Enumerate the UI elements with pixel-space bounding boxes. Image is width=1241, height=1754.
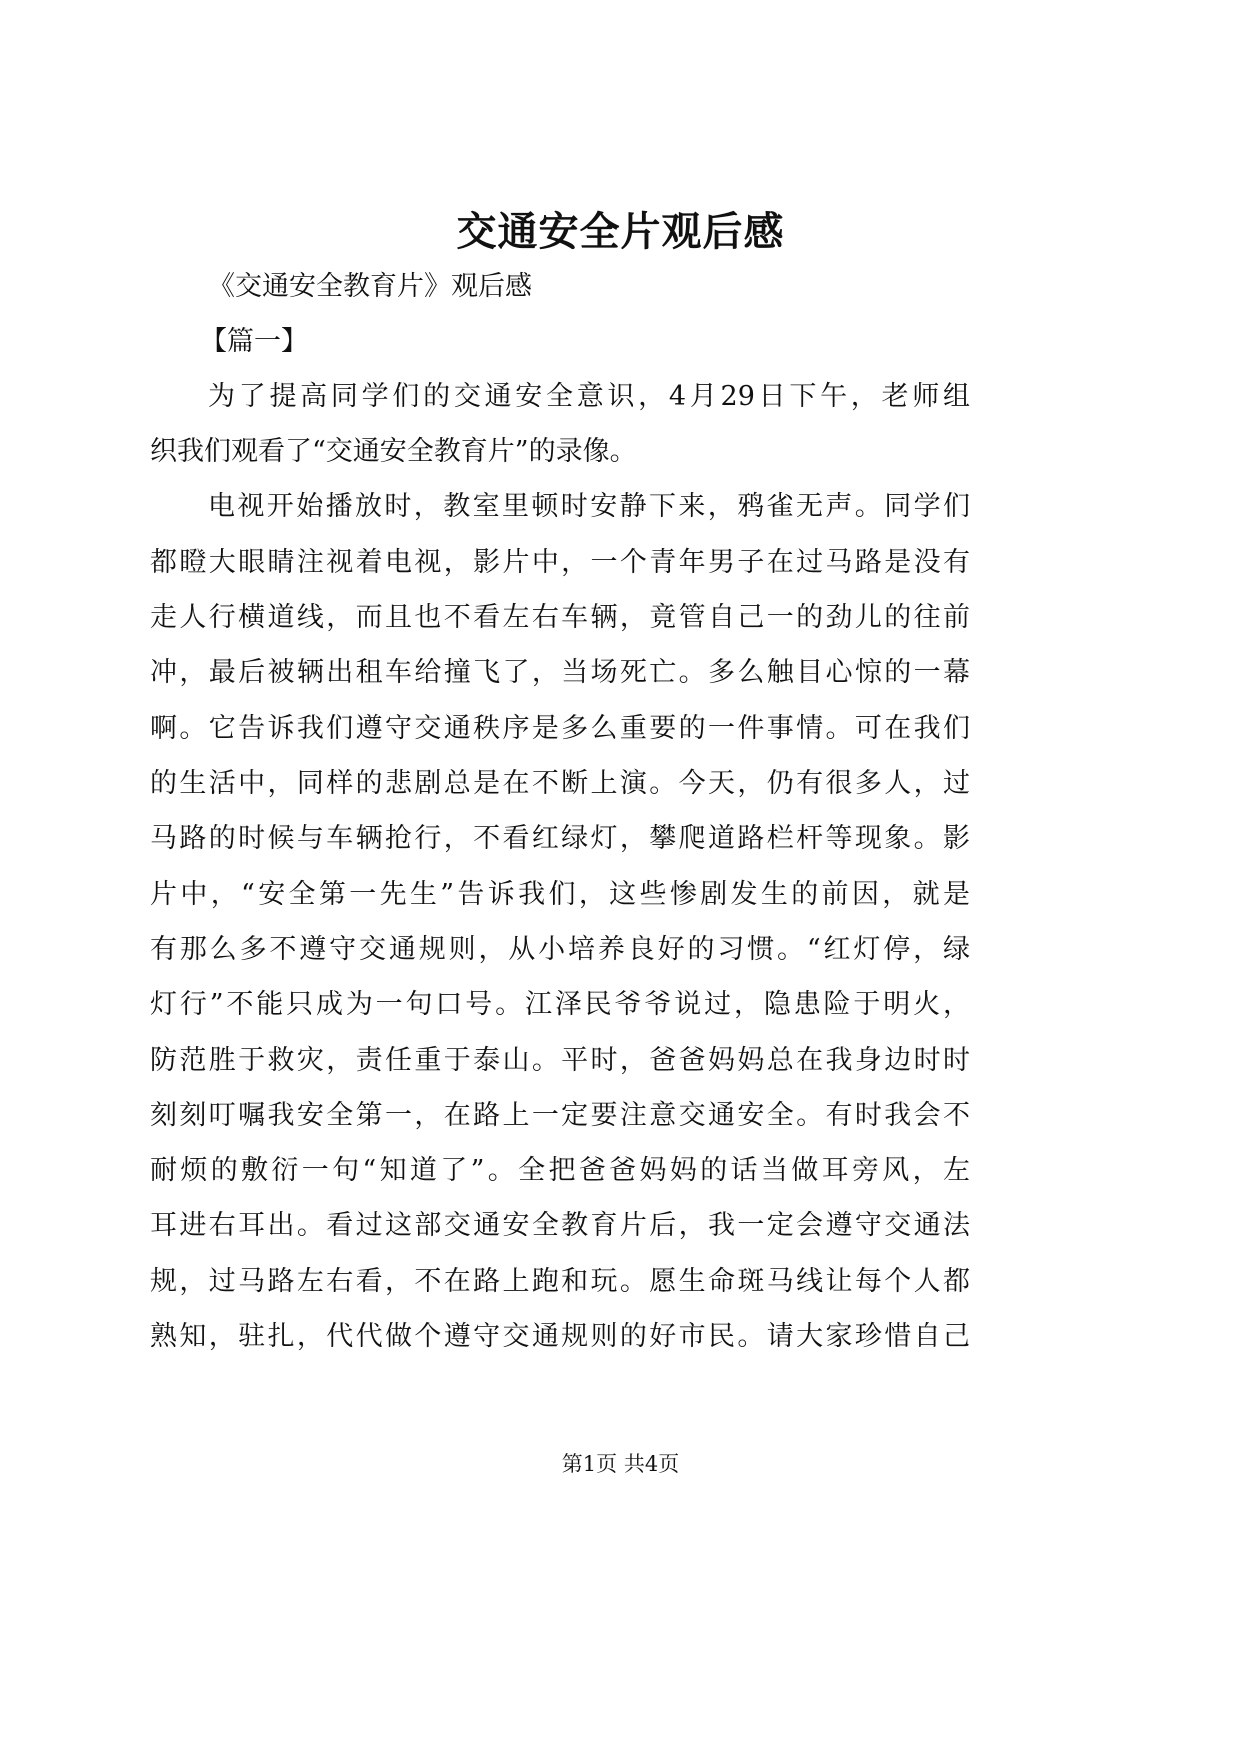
text-line: 片中，“安全第一先生”告诉我们，这些惨剧发生的前因，就是 bbox=[150, 879, 970, 910]
text-line: 马路的时候与车辆抢行，不看红绿灯，攀爬道路栏杆等现象。影 bbox=[150, 823, 970, 854]
text-line: 刻刻叮嘱我安全第一，在路上一定要注意交通安全。有时我会不 bbox=[150, 1100, 970, 1131]
text-line: 有那么多不遵守交通规则，从小培养良好的习惯。“红灯停，绿 bbox=[150, 934, 970, 965]
text-line: 冲，最后被辆出租车给撞飞了，当场死亡。多么触目心惊的一幕 bbox=[150, 657, 970, 688]
text-line: 耳进右耳出。看过这部交通安全教育片后，我一定会遵守交通法 bbox=[150, 1210, 970, 1241]
text-line: 防范胜于救灾，责任重于泰山。平时，爸爸妈妈总在我身边时时 bbox=[150, 1045, 970, 1076]
text-line: 走人行横道线，而且也不看左右车辆，竟管自己一的劲儿的往前 bbox=[150, 602, 970, 633]
text-line: 的生活中，同样的悲剧总是在不断上演。今天，仍有很多人，过 bbox=[150, 768, 970, 799]
text-line: 熟知，驻扎，代代做个遵守交通规则的好市民。请大家珍惜自己 bbox=[150, 1321, 970, 1352]
document-title: 交通安全片观后感 bbox=[456, 208, 785, 255]
text-line: 啊。它告诉我们遵守交通秩序是多么重要的一件事情。可在我们 bbox=[150, 713, 970, 744]
text-line: 灯行”不能只成为一句口号。江泽民爷爷说过，隐患险于明火， bbox=[150, 989, 970, 1020]
page-footer: 第1页 共4页 bbox=[561, 1452, 680, 1476]
section-heading: 【篇一】 bbox=[200, 326, 308, 357]
text-line: 织我们观看了“交通安全教育片”的录像。 bbox=[150, 436, 637, 467]
text-line: 为了提高同学们的交通安全意识，4月29日下午，老师组 bbox=[208, 381, 970, 412]
text-line: 电视开始播放时，教室里顿时安静下来，鸦雀无声。同学们 bbox=[208, 491, 970, 522]
text-line: 耐烦的敷衍一句“知道了”。全把爸爸妈妈的话当做耳旁风，左 bbox=[150, 1155, 970, 1186]
text-line: 规，过马路左右看，不在路上跑和玩。愿生命斑马线让每个人都 bbox=[150, 1266, 970, 1297]
text-line: 都瞪大眼睛注视着电视，影片中，一个青年男子在过马路是没有 bbox=[150, 547, 970, 578]
subtitle: 《交通安全教育片》观后感 bbox=[208, 271, 532, 302]
